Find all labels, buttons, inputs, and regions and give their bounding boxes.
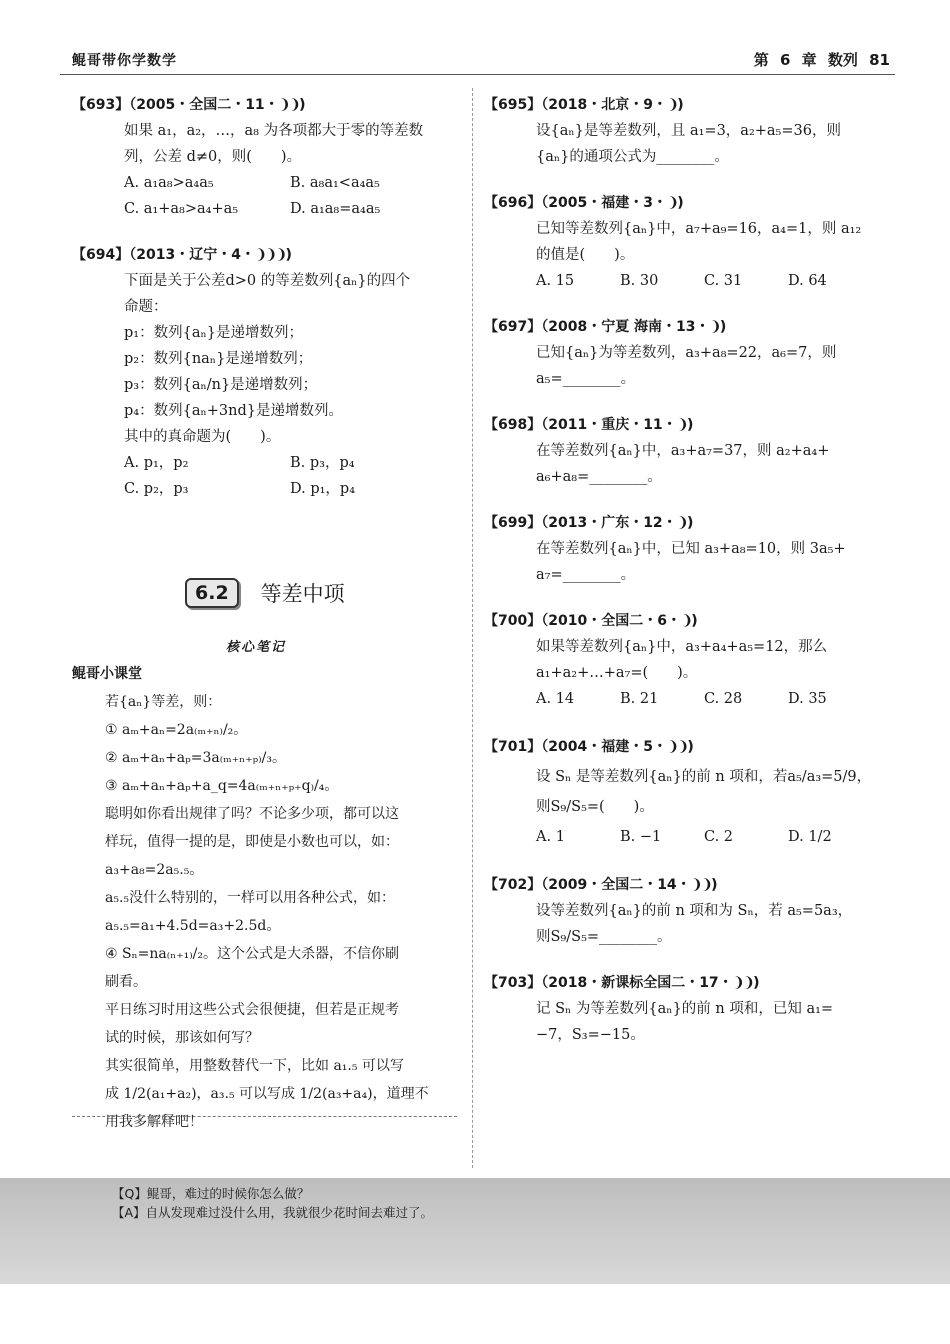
note-line: ③ aₘ+aₙ+aₚ+a_q=4a₍ₘ₊ₙ₊ₚ₊q₎/₄。 (105, 778, 339, 794)
problem-title (484, 190, 884, 216)
option: B. 21 (620, 691, 659, 707)
options (536, 268, 884, 294)
option: D. 35 (788, 691, 827, 707)
difficulty-icon: ❩) (676, 515, 692, 531)
problem-line: 在等差数列{aₙ}中，a₃+a₇=37，则 a₂+a₄+ (536, 443, 830, 459)
option: C. p₂，p₃ (124, 481, 189, 497)
option: A. a₁a₈>a₄a₅ (124, 175, 214, 191)
note-line: a₅.₅=a₁+4.5d=a₃+2.5d。 (105, 918, 281, 934)
problem-title (484, 510, 884, 536)
difficulty-icon: ❩❩) (666, 739, 692, 755)
problem-line: p₃：数列{aₙ/n}是递增数列； (124, 377, 318, 393)
difficulty-icon: ❩) (680, 613, 696, 629)
column-divider (472, 88, 473, 1168)
note-line: 刷看。 (105, 974, 147, 990)
problem-line: −7，S₃=−15。 (536, 1027, 645, 1043)
option: C. 28 (704, 691, 743, 707)
problem-line: 如果等差数列{aₙ}中，a₃+a₄+a₅=12，那么 (536, 639, 828, 655)
problem-source: 【700】（2010・全国二・6・ (484, 613, 681, 629)
option: B. 30 (620, 273, 659, 289)
problem-source: 【699】（2013・广东・12・ (484, 515, 677, 531)
problem-source: 【697】（2008・宁夏 海南・13・ (484, 319, 710, 335)
problem-line: 设{aₙ}是等差数列，且 a₁=3，a₂+a₅=36，则 (536, 123, 841, 139)
note-line: a₃+a₈=2a₅.₅。 (105, 862, 204, 878)
option: A. p₁，p₂ (124, 455, 189, 471)
problem-line: a₁+a₂+…+a₇=( )。 (536, 665, 698, 681)
class-title: 鲲哥小课堂 (72, 666, 142, 682)
note-line: 用我多解释吧！ (105, 1114, 203, 1130)
problem-source: 【695】（2018・北京・9・ (484, 97, 667, 113)
option: D. a₁a₈=a₄a₅ (290, 201, 381, 217)
problem-line: 记 Sₙ 为等差数列{aₙ}的前 n 项和，已知 a₁= (536, 1001, 834, 1017)
header-right: 第 6 章 数列 81 (753, 51, 890, 69)
problem-title (72, 92, 457, 118)
footer (0, 1178, 950, 1284)
option: D. 1/2 (788, 829, 832, 845)
note-line: 其实很简单，用整数替代一下，比如 a₁.₅ 可以写 (105, 1058, 404, 1074)
problem-title (484, 314, 884, 340)
problem-title (484, 970, 884, 996)
problem-title (484, 92, 884, 118)
footer-question: 【Q】鲲哥，难过的时候你怎么做？ (112, 1186, 310, 1201)
difficulty-icon: ❩❩) (690, 877, 716, 893)
option: C. 2 (704, 829, 734, 845)
option: B. p₃，p₄ (290, 455, 355, 471)
problem-source: 【694】（2013・辽宁・4・ (72, 247, 255, 263)
footer-answer: 【A】自从发现难过没什么用，我就很少花时间去难过了。 (112, 1205, 434, 1220)
problem (72, 92, 457, 222)
difficulty-icon: ❩❩) (732, 975, 758, 991)
section-number: 6.2 (185, 578, 239, 608)
notes-block (105, 688, 457, 1136)
problem (484, 190, 884, 294)
note-line: ④ Sₙ=na₍ₙ₊₁₎/₂。这个公式是大杀器，不信你刷 (105, 946, 400, 962)
options (536, 686, 884, 712)
difficulty-icon: ❩) (709, 319, 725, 335)
section-title: 等差中项 (260, 582, 345, 606)
problem-source: 【701】（2004・福建・5・ (484, 739, 667, 755)
note-line: ② aₘ+aₙ+aₚ=3a₍ₘ₊ₙ₊ₚ₎/₃。 (105, 750, 286, 766)
problem (484, 732, 884, 852)
problem-line: {aₙ}的通项公式为________。 (536, 149, 729, 165)
bottom-dash (72, 1116, 457, 1117)
option: A. 14 (536, 691, 575, 707)
note-line: 试的时候，那该如何写？ (105, 1030, 259, 1046)
core-notes-title: 核心笔记 (226, 640, 287, 655)
option: D. p₁，p₄ (290, 481, 356, 497)
note-line: 聪明如你看出规律了吗？不论多少项，都可以这 (105, 806, 399, 822)
problem-line: 已知{aₙ}为等差数列，a₃+a₈=22，a₆=7，则 (536, 345, 837, 361)
note-line: 样玩，值得一提的是，即使是小数也可以，如： (105, 834, 399, 850)
problem-line: p₁：数列{aₙ}是递增数列； (124, 325, 303, 341)
problem (484, 412, 884, 490)
option: C. 31 (704, 273, 743, 289)
option: C. a₁+a₈>a₄+a₅ (124, 201, 239, 217)
note-line: ① aₘ+aₙ=2a₍ₘ₊ₙ₎/₂。 (105, 722, 248, 738)
option: D. 64 (788, 273, 827, 289)
problem (484, 510, 884, 588)
note-line: 若{aₙ}等差，则： (105, 694, 222, 710)
problem-line: 则S₉/S₅=________。 (536, 929, 672, 945)
problem-line: p₄：数列{aₙ+3nd}是递增数列。 (124, 403, 343, 419)
problem-source: 【703】（2018・新课标全国二・17・ (484, 975, 733, 991)
problem-source: 【693】（2005・全国二・11・ (72, 97, 279, 113)
problem-title (72, 242, 457, 268)
difficulty-icon: ❩❩) (278, 97, 304, 113)
header-left: 鲲哥带你学数学 (72, 53, 177, 69)
option: A. 1 (536, 829, 565, 845)
note-line: a₅.₅没什么特别的，一样可以用各种公式，如： (105, 890, 396, 906)
problem-line: 其中的真命题为( )。 (124, 429, 281, 445)
options (124, 170, 457, 222)
problem (484, 872, 884, 950)
problem-line: a₅=________。 (536, 371, 636, 387)
right-column (484, 92, 884, 1068)
problem-line: 设等差数列{aₙ}的前 n 项和为 Sₙ，若 a₅=5a₃， (536, 903, 853, 919)
problem-line: 已知等差数列{aₙ}中，a₇+a₉=16，a₄=1，则 a₁₂ (536, 221, 862, 237)
problem (484, 608, 884, 712)
problem-title (484, 732, 884, 762)
problem-line: p₂：数列{naₙ}是递增数列； (124, 351, 313, 367)
difficulty-icon: ❩) (676, 417, 692, 433)
difficulty-icon: ❩❩❩) (254, 247, 291, 263)
option: B. −1 (620, 829, 662, 845)
problem (484, 92, 884, 170)
note-line: 平日练习时用这些公式会很便捷，但若是正规考 (105, 1002, 399, 1018)
problem-line: 如果 a₁，a₂，…，a₈ 为各项都大于零的等差数 (124, 123, 424, 139)
problem-line: 列，公差 d≠0，则( )。 (124, 149, 302, 165)
problem (72, 242, 457, 502)
problem-line: 则S₉/S₅=( )。 (536, 799, 654, 815)
options (536, 822, 884, 852)
problem-source: 【702】（2009・全国二・14・ (484, 877, 691, 893)
problem (484, 970, 884, 1048)
option: A. 15 (536, 273, 575, 289)
difficulty-icon: ❩) (666, 97, 682, 113)
option: B. a₈a₁<a₄a₅ (290, 175, 380, 191)
left-column (72, 92, 457, 522)
problem-line: 的值是( )。 (536, 247, 635, 263)
difficulty-icon: ❩) (666, 195, 682, 211)
problem-source: 【696】（2005・福建・3・ (484, 195, 667, 211)
options (124, 450, 457, 502)
problem-title (484, 608, 884, 634)
problem-title (484, 412, 884, 438)
header-rule (60, 74, 895, 75)
problem (484, 314, 884, 392)
problem-line: 在等差数列{aₙ}中，已知 a₃+a₈=10，则 3a₅+ (536, 541, 846, 557)
problem-line: 下面是关于公差d>0 的等差数列{aₙ}的四个 (124, 273, 411, 289)
section-heading (185, 578, 345, 608)
problem-line: 设 Sₙ 是等差数列{aₙ}的前 n 项和，若a₅/a₃=5/9， (536, 769, 872, 785)
problem-title (484, 872, 884, 898)
problem-line: a₇=________。 (536, 567, 636, 583)
problem-source: 【698】（2011・重庆・11・ (484, 417, 677, 433)
problem-line: 命题： (124, 299, 168, 315)
problem-line: a₆+a₈=________。 (536, 469, 662, 485)
note-line: 成 1/2(a₁+a₂)，a₃.₅ 可以写成 1/2(a₃+a₄)，道理不 (105, 1086, 429, 1102)
